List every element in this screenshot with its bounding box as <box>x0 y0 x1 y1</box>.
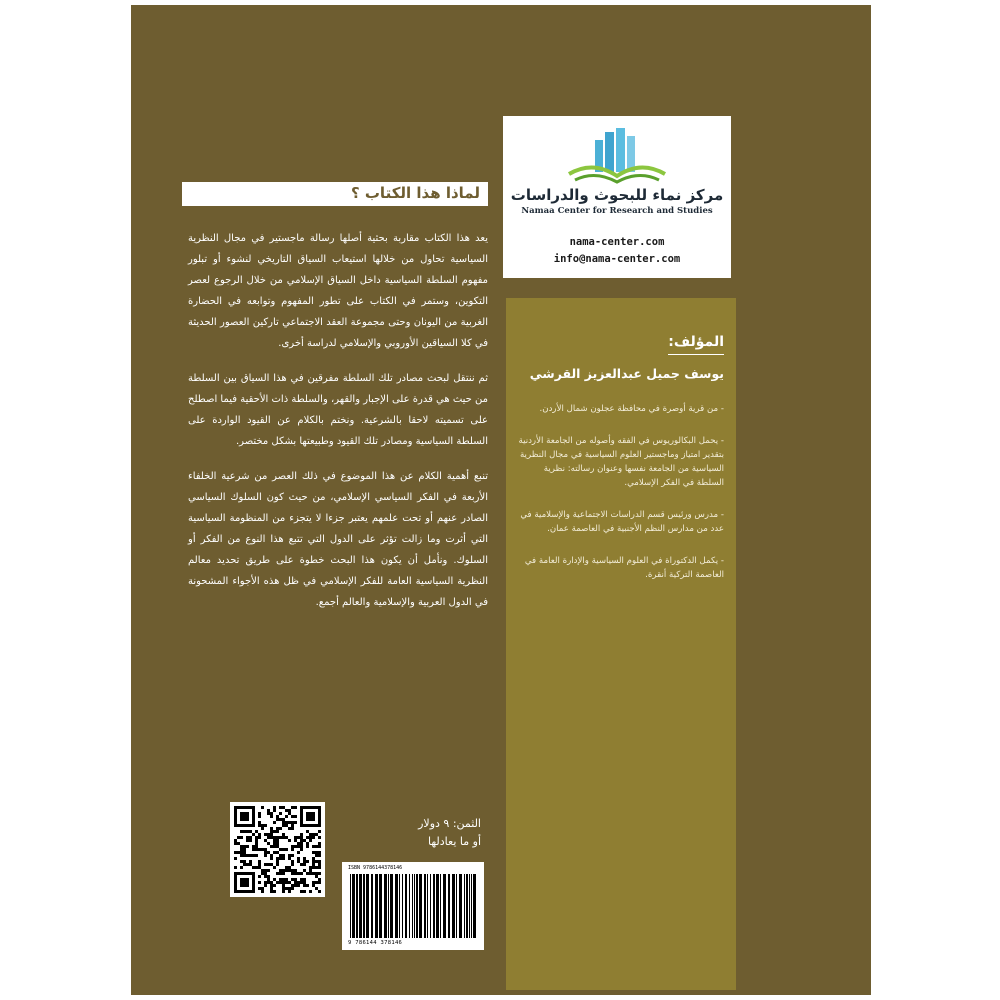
author-name: يوسف جميل عبدالعزيز القرشي <box>529 366 724 381</box>
description-paragraph: يعد هذا الكتاب مقاربة بحثية أصلها رسالة ماجستير في مجال النظرية السياسية تحاول من خلالها استيعاب السياق التاريخي لنشوء أو تبلور مفهوم السلطة السياسية داخل السياق الإسلامي من خلال الرجوع لعصر التكوين، وستمر في الكتاب على تطور المفهوم وتوابعه في الحضارة الغربية من اليونان وحتى مجموعة العقد الاجتماعي تاركين العصور الحديثة في كلا السياقين الأوروبي والإسلامي لدراسة أخرى. <box>188 233 488 349</box>
isbn-barcode <box>342 862 484 950</box>
heading-divider <box>668 354 724 355</box>
description-paragraph: ثم ننتقل لبحث مصادر تلك السلطة مفرقين في هذا السياق بين السلطة من حيث هي قدرة على الإجبار والقهر، والسلطة ذات الأحقية فيما اصطلح على تسميته لاحقا بالشرعية. ونختم بالكلام عن القيود الواردة على السلطة السياسية ومصادر تلك القيود وطبيعتها بشكل مختصر. <box>188 373 488 447</box>
qr-code[interactable] <box>230 802 325 897</box>
publisher-name-arabic: مركز نماء للبحوث والدراسات <box>510 186 724 204</box>
book-city-logo-icon <box>565 126 669 186</box>
price-value: الثمن: ٩ دولار <box>418 817 481 830</box>
author-heading: المؤلف: <box>668 334 724 350</box>
price-label <box>335 815 481 851</box>
book-description <box>188 228 488 627</box>
qr-code-icon <box>234 806 321 893</box>
description-paragraph: تنبع أهمية الكلام عن هذا الموضوع في ذلك العصر من شرعية الخلفاء الأربعة في الفكر السياسي الإسلامي، من حيث كون السلوك السياسي الصادر عنهم أو تحت علمهم يعتبر جزءا لا يتجزء من المنظومة السياسية التي أثرت وما زالت تؤثر على الدول التي تتبع هذا النوع من الفكر أو السلوك. ونأمل أن يكون هذا البحث خطوة على طريق تحديد معالم النظرية السياسية العامة للفكر الإسلامي في ظل هذه الأجواء المشحونة في الدول العربية والإسلامية والعالم أجمع. <box>188 471 488 608</box>
section-title: لماذا هذا الكتاب ؟ <box>350 184 480 202</box>
isbn-label: ISBN 9786144378146 <box>348 865 403 871</box>
barcode-icon <box>348 874 478 938</box>
price-equivalent: أو ما يعادلها <box>428 835 481 848</box>
isbn-digits: 9 786144 378146 <box>348 940 403 946</box>
author-bio-item: - يكمل الدكتوراة في العلوم السياسية والإدارة العامة في العاصمة التركية أنقرة. <box>524 556 724 580</box>
author-panel <box>506 298 736 990</box>
section-title-bar <box>182 182 488 206</box>
author-bio-item: - مدرس ورئيس قسم الدراسات الاجتماعية والإسلامية في عدد من مدارس النظم الأجنبية في العاصمة عمان. <box>520 510 724 534</box>
author-bio-item: - من قرية أوصرة في محافظة عجلون شمال الأردن. <box>539 404 724 414</box>
publisher-name-english: Namaa Center for Research and Studies <box>521 206 713 216</box>
author-bio-item: - يحمل البكالوريوس في الفقه وأصوله من الجامعة الأردنية بتقدير امتياز وماجستير العلوم السياسية في مجال النظرية السياسية من الجامعة نفسها وعنوان رسالته: نظرية السلطة في الفكر الإسلامي. <box>518 436 724 488</box>
author-bio-list <box>516 402 724 600</box>
website-link[interactable]: nama-center.com <box>569 236 665 248</box>
email-link[interactable]: info@nama-center.com <box>553 253 681 265</box>
publisher-logo-box <box>503 116 731 278</box>
